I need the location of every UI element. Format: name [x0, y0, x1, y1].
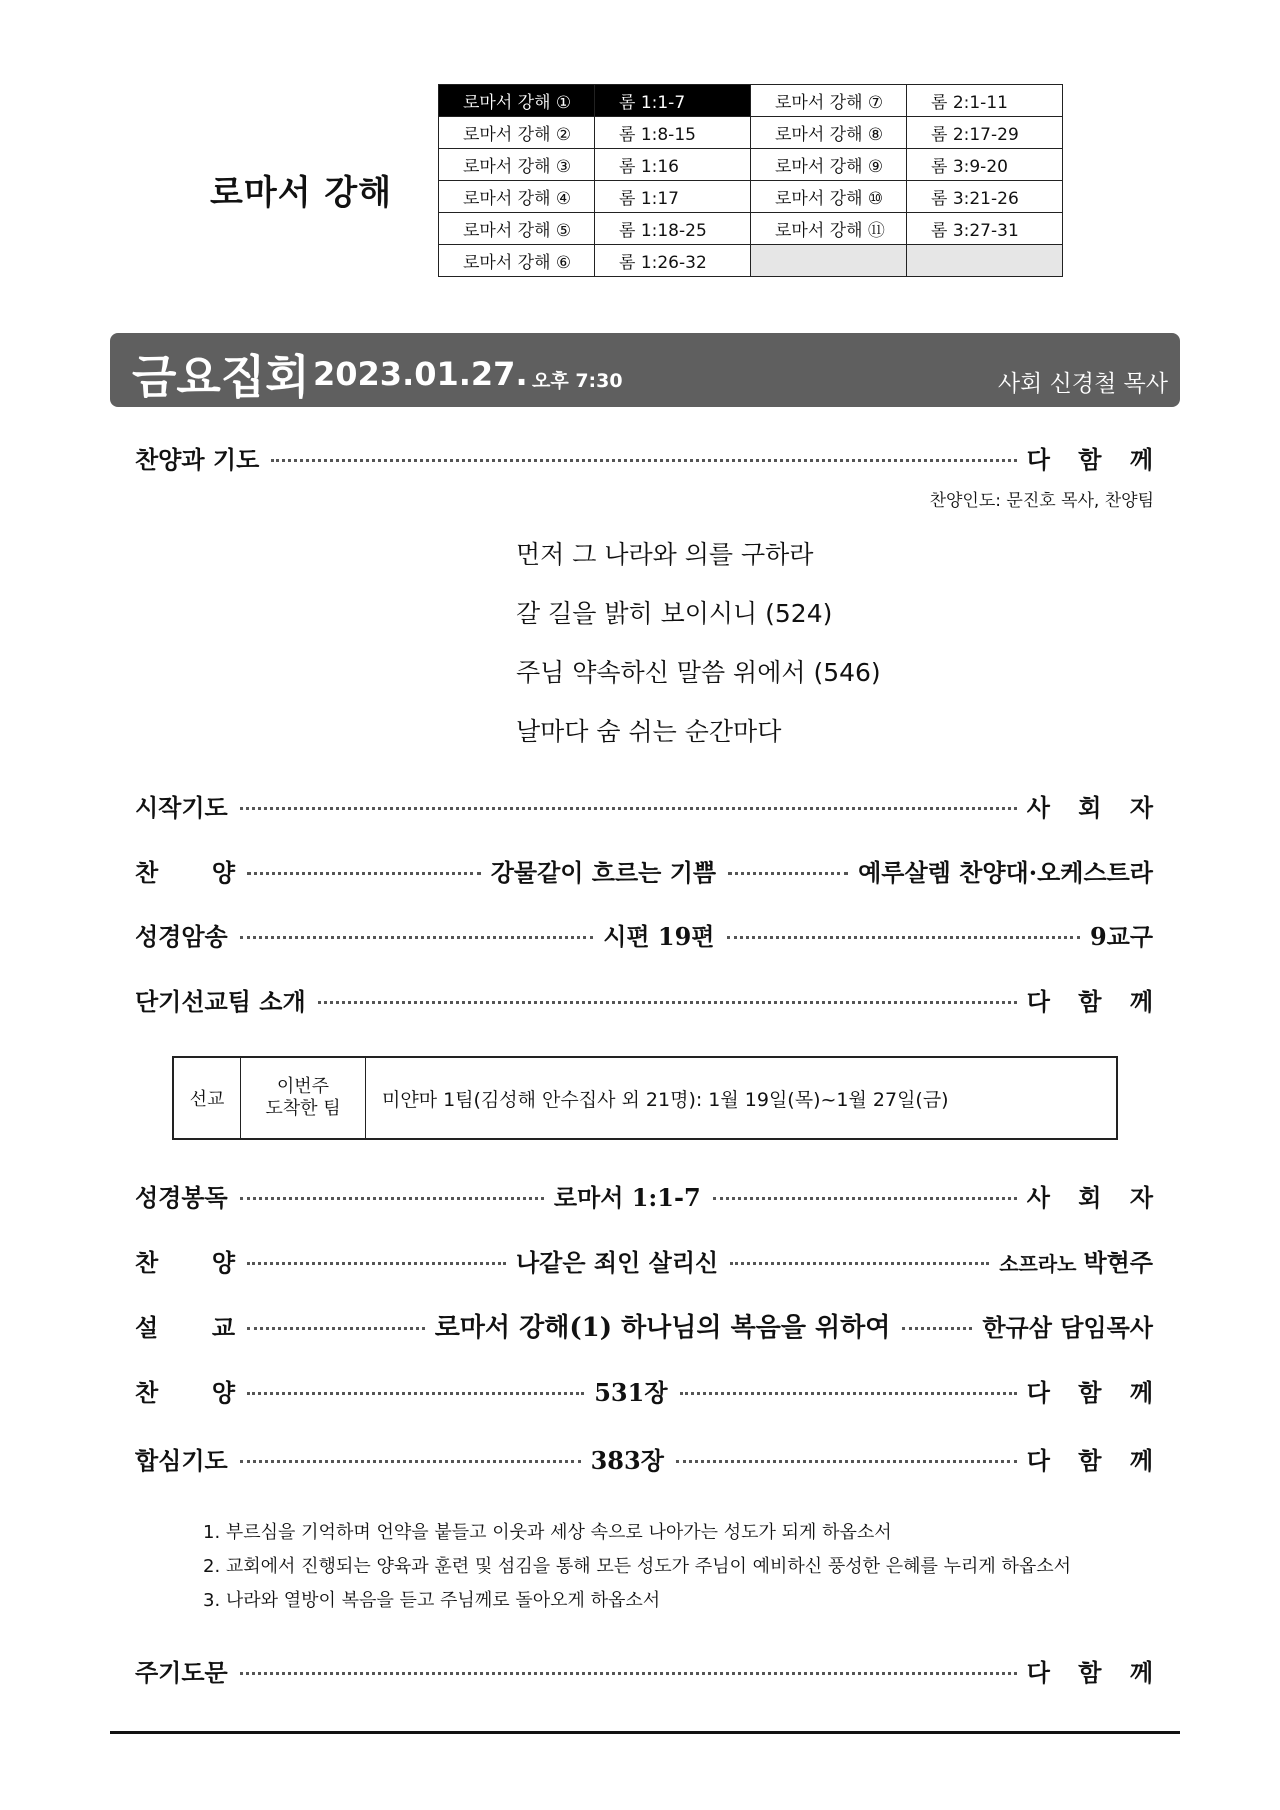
order-row-hymn-1 [135, 850, 1153, 890]
song-item: 갈 길을 밝히 보이시니 (524) [516, 599, 833, 628]
sermon-title: 로마서 강해(1) 하나님의 복음을 위하여 [434, 1312, 891, 1343]
order-mid: 나같은 죄인 살리신 [516, 1247, 719, 1277]
order-right: 다 함 께 [1026, 986, 1163, 1016]
order-label: 찬 양 [135, 857, 235, 887]
song-item: 주님 약속하신 말씀 위에서 (546) [516, 658, 881, 687]
series-passage: 롬 1:16 [595, 149, 751, 181]
leader-dots [240, 1460, 581, 1463]
series-lecture: 로마서 강해 ⑦ [751, 85, 907, 117]
order-row-united-prayer [135, 1438, 1163, 1478]
series-lecture: 로마서 강해 ⑪ [751, 213, 907, 245]
leader-dots [727, 936, 1080, 939]
series-passage: 롬 3:9-20 [907, 149, 1063, 181]
series-passage: 롬 2:17-29 [907, 117, 1063, 149]
series-row [439, 213, 1063, 245]
order-mid: 로마서 1:1-7 [553, 1182, 701, 1212]
order-mid: 531장 [594, 1377, 668, 1407]
order-right: 다 함 께 [1026, 1657, 1163, 1687]
series-passage: 롬 1:8-15 [595, 117, 751, 149]
order-label: 설 교 [135, 1312, 235, 1342]
order-label: 성경봉독 [135, 1182, 228, 1212]
leader-dots [902, 1327, 972, 1330]
order-right: 다 함 께 [1026, 1377, 1163, 1407]
prayer-items [203, 1518, 1071, 1620]
order-label: 찬 양 [135, 1247, 235, 1277]
leader-dots [728, 872, 848, 875]
series-lecture: 로마서 강해 ⑩ [751, 181, 907, 213]
leader-dots [240, 1197, 544, 1200]
series-passage: 롬 1:18-25 [595, 213, 751, 245]
series-lecture: 로마서 강해 ④ [439, 181, 595, 213]
series-schedule-table [438, 84, 1063, 277]
series-passage: 롬 3:21-26 [907, 181, 1063, 213]
worship-leader: 찬양인도: 문진호 목사, 찬양팀 [929, 491, 1154, 511]
leader-dots [247, 1262, 506, 1265]
order-right: 다 함 께 [1026, 1445, 1163, 1475]
leader-dots [730, 1262, 989, 1265]
order-label: 합심기도 [135, 1445, 228, 1475]
service-time: 오후 7:30 [532, 370, 623, 392]
leader-dots [240, 807, 1017, 810]
mission-detail: 미얀마 1팀(김성해 안수집사 외 21명): 1월 19일(목)~1월 27일(금) [382, 1088, 949, 1111]
order-right: 한규삼 담임목사 [982, 1312, 1153, 1342]
leader-dots [680, 1392, 1017, 1395]
order-row-praise-prayer [135, 437, 1163, 477]
leader-dots [240, 1672, 1017, 1675]
series-row [439, 117, 1063, 149]
mission-team-box [172, 1056, 1118, 1140]
order-row-reading [135, 1175, 1163, 1215]
series-passage: 롬 2:1-11 [907, 85, 1063, 117]
song-item: 먼저 그 나라와 의를 구하라 [516, 540, 814, 569]
order-label: 성경암송 [135, 921, 228, 951]
service-title: 금요집회 [132, 350, 310, 404]
leader-dots [240, 936, 593, 939]
order-right: 사 회 자 [1026, 1182, 1163, 1212]
prayer-item: 2. 교회에서 진행되는 양육과 훈련 및 섬김을 통해 모든 성도가 주님이 예비하신 풍성한 은혜를 누리게 하옵소서 [203, 1556, 1072, 1577]
leader-dots [247, 1392, 584, 1395]
order-right: 9교구 [1089, 921, 1154, 951]
order-row-hymn-3 [135, 1370, 1163, 1410]
bottom-divider [110, 1731, 1180, 1734]
order-row-lords-prayer [135, 1650, 1163, 1690]
prayer-item: 3. 나라와 열방이 복음을 듣고 주님께로 돌아오게 하옵소서 [203, 1590, 661, 1611]
order-mid: 시편 19편 [603, 921, 715, 951]
order-label: 시작기도 [135, 792, 228, 822]
series-lecture: 로마서 강해 ② [439, 117, 595, 149]
order-row-sermon [135, 1305, 1153, 1345]
order-right: 예루살렘 찬양대·오케스트라 [858, 857, 1153, 887]
series-lecture [751, 245, 907, 277]
song-list [516, 535, 881, 771]
order-label: 주기도문 [135, 1657, 228, 1687]
series-title: 로마서 강해 [210, 173, 393, 213]
order-row-opening-prayer [135, 785, 1163, 825]
leader-dots [318, 1001, 1017, 1004]
series-passage [907, 245, 1063, 277]
series-row [439, 245, 1063, 277]
order-label: 찬 양 [135, 1377, 235, 1407]
leader-dots [713, 1197, 1017, 1200]
leader-dots [676, 1460, 1017, 1463]
service-banner [110, 333, 1180, 407]
series-passage: 롬 3:27-31 [907, 213, 1063, 245]
order-right: 다 함 께 [1026, 444, 1163, 474]
leader-dots [247, 1327, 425, 1330]
order-row-hymn-2 [135, 1240, 1153, 1280]
order-row-mission-intro [135, 979, 1163, 1019]
series-passage: 롬 1:26-32 [595, 245, 751, 277]
order-right: 소프라노 박현주 [999, 1247, 1153, 1277]
mission-team-label: 이번주 도착한 팀 [241, 1058, 366, 1138]
order-row-recitation [135, 914, 1153, 954]
series-lecture: 로마서 강해 ⑨ [751, 149, 907, 181]
series-lecture: 로마서 강해 ⑤ [439, 213, 595, 245]
service-leader: 사회 신경철 목사 [997, 371, 1168, 397]
series-lecture: 로마서 강해 ⑥ [439, 245, 595, 277]
order-label: 단기선교팀 소개 [135, 986, 306, 1016]
service-date: 2023.01.27. [313, 355, 528, 393]
series-lecture: 로마서 강해 ① [439, 85, 595, 117]
leader-dots [271, 459, 1016, 462]
series-row [439, 181, 1063, 213]
order-right: 사 회 자 [1026, 792, 1163, 822]
leader-dots [247, 872, 481, 875]
series-row [439, 85, 1063, 117]
series-passage: 롬 1:17 [595, 181, 751, 213]
prayer-item: 1. 부르심을 기억하며 언약을 붙들고 이웃과 세상 속으로 나아가는 성도가 되게 하옵소서 [203, 1522, 892, 1543]
series-passage: 롬 1:1-7 [595, 85, 751, 117]
mission-category: 선교 [174, 1058, 241, 1138]
order-mid: 383장 [590, 1445, 664, 1475]
order-label: 찬양과 기도 [135, 444, 260, 474]
series-lecture: 로마서 강해 ③ [439, 149, 595, 181]
series-row [439, 149, 1063, 181]
song-item: 날마다 숨 쉬는 순간마다 [516, 717, 782, 746]
order-mid: 강물같이 흐르는 기쁨 [490, 857, 717, 887]
series-lecture: 로마서 강해 ⑧ [751, 117, 907, 149]
